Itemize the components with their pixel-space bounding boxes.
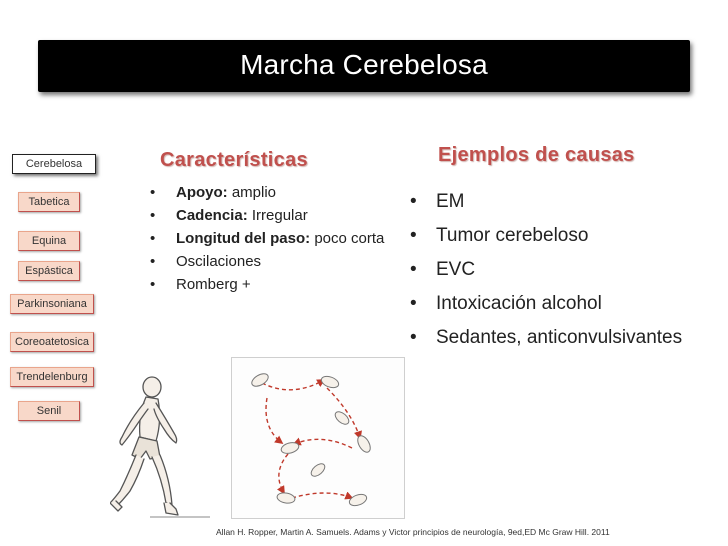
item-value: Tumor cerebeloso bbox=[436, 225, 589, 246]
bullet-icon: • bbox=[410, 191, 417, 212]
nav-item-espastica[interactable]: Espástica bbox=[18, 261, 80, 281]
characteristics-list bbox=[150, 183, 386, 298]
bullet-icon: • bbox=[410, 225, 417, 246]
nav-item-coreoatetosica[interactable]: Coreoatetosica bbox=[10, 332, 94, 352]
nav-item-parkinsoniana[interactable]: Parkinsoniana bbox=[10, 294, 94, 314]
item-value: EM bbox=[436, 191, 465, 212]
characteristics-heading: Características bbox=[160, 149, 308, 171]
citation-footer: Allan H. Ropper, Martin A. Samuels. Adams y Victor principios de neurología, 9ed,ED Mc Graw Hill. 2011 bbox=[216, 527, 610, 537]
item-value: Romberg + bbox=[176, 276, 251, 293]
list-item bbox=[410, 292, 721, 316]
bullet-icon: • bbox=[150, 207, 156, 224]
bullet-icon: • bbox=[150, 184, 156, 201]
item-value: poco corta bbox=[310, 230, 385, 247]
bullet-icon: • bbox=[410, 293, 417, 314]
bullet-icon: • bbox=[150, 230, 156, 247]
list-item bbox=[150, 206, 386, 226]
nav-item-senil[interactable]: Senil bbox=[18, 401, 80, 421]
nav-item-cerebelosa[interactable]: Cerebelosa bbox=[12, 154, 96, 174]
bullet-icon: • bbox=[150, 276, 156, 293]
list-item bbox=[150, 183, 386, 203]
item-value: amplio bbox=[227, 184, 277, 201]
title-bar bbox=[38, 40, 690, 92]
item-label: Cadencia: bbox=[176, 207, 248, 224]
item-label: Longitud del paso: bbox=[176, 230, 311, 247]
slide-title: Marcha Cerebelosa bbox=[240, 49, 488, 80]
list-item bbox=[410, 190, 721, 214]
bullet-icon: • bbox=[410, 259, 417, 280]
item-value: Oscilaciones bbox=[176, 253, 262, 270]
list-item bbox=[410, 326, 721, 350]
list-item bbox=[150, 252, 386, 272]
item-label: Apoyo: bbox=[176, 184, 228, 201]
causes-heading: Ejemplos de causas bbox=[438, 144, 635, 166]
item-value: Sedantes, anticonvulsivantes bbox=[436, 327, 683, 348]
nav-item-tabetica[interactable]: Tabetica bbox=[18, 192, 80, 212]
causes-list bbox=[410, 190, 721, 360]
list-item bbox=[410, 258, 721, 282]
item-value: EVC bbox=[436, 259, 476, 280]
list-item bbox=[410, 224, 721, 248]
list-item bbox=[150, 229, 386, 249]
nav-item-equina[interactable]: Equina bbox=[18, 231, 80, 251]
gait-path-diagram bbox=[231, 357, 405, 519]
bullet-icon: • bbox=[410, 327, 417, 348]
nav-item-trendelenburg[interactable]: Trendelenburg bbox=[10, 367, 94, 387]
bullet-icon: • bbox=[150, 253, 156, 270]
walking-man-illustration bbox=[110, 375, 220, 525]
item-value: Intoxicación alcohol bbox=[436, 293, 602, 314]
item-value: Irregular bbox=[247, 207, 308, 224]
list-item bbox=[150, 275, 386, 295]
